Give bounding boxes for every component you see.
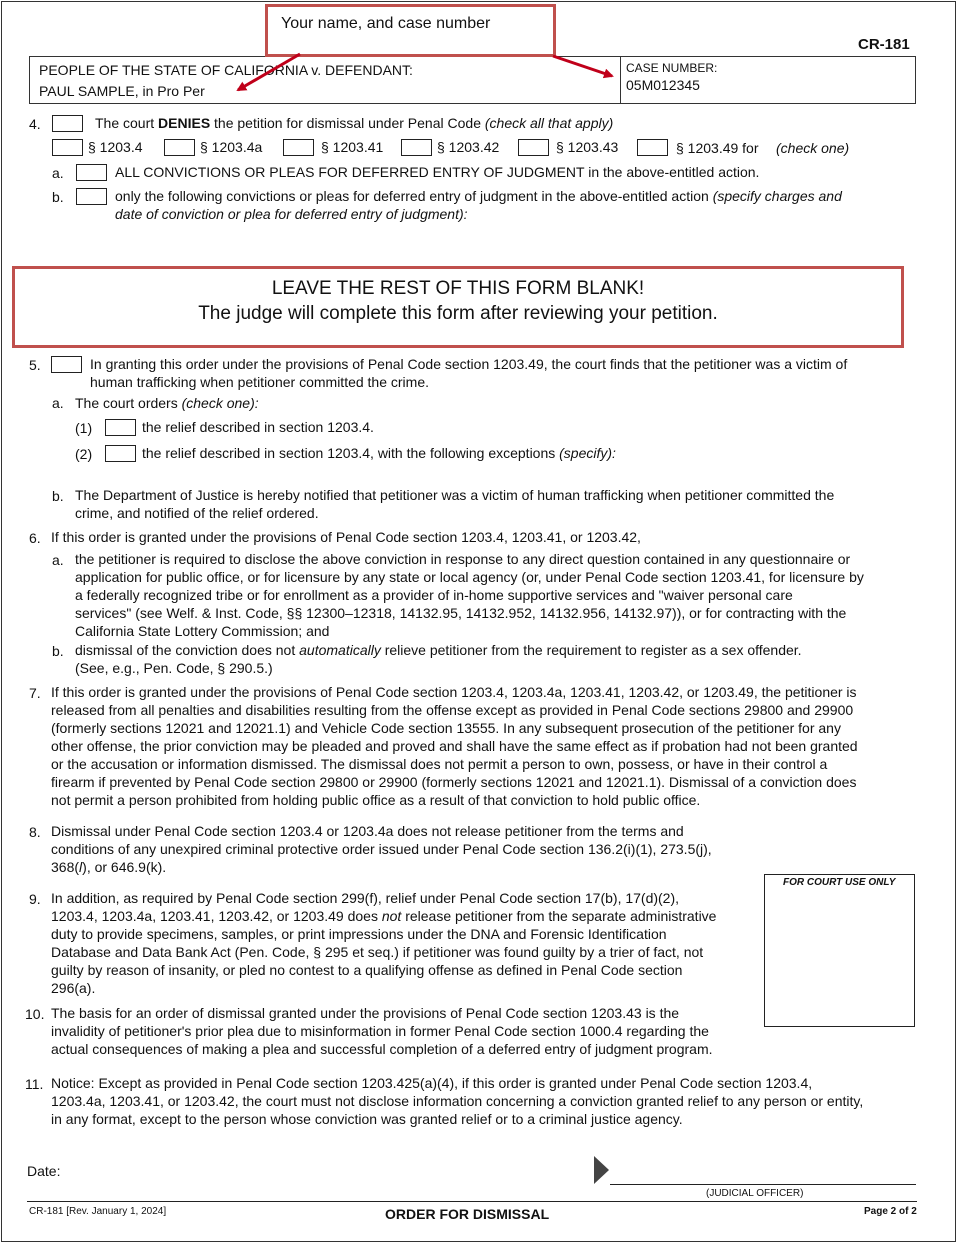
item5-opt2-label: (2) [75,446,93,462]
item11-text: Notice: Except as provided in Penal Code section 1203.425(a)(4), if this order is granted under Penal Code section 1203.4, 1203.4a, 1203.41, or 1203.42, the court must not disclose information concerning a conviction granted relief to any person or entity, in any format, except to the person whose conviction was granted relief or to a criminal justice agency. [51,1075,864,1127]
item9-number: 9. [29,891,41,907]
signature-arrow-icon [594,1156,610,1184]
option-1203-4-checkbox[interactable] [52,139,83,156]
callout-leave-blank [12,266,904,348]
item5-opt2-checkbox[interactable] [105,445,136,462]
case-number-value: 05M012345 [626,77,700,93]
item4-a-checkbox[interactable] [76,164,107,181]
item6-b-label: b. [52,643,64,659]
item4-a-text: ALL CONVICTIONS OR PLEAS FOR DEFERRED ENTRY OF JUDGMENT in the above-entitled action. [115,164,760,180]
item5-opt1-text: the relief described in section 1203.4. [142,419,374,435]
item6-number: 6. [29,530,41,546]
callout-leave-blank-line1: LEAVE THE REST OF THIS FORM BLANK! [271,278,645,299]
callout-name-case-text: Your name, and case number [281,15,491,32]
item8-text: Dismissal under Penal Code section 1203.4 or 1203.4a does not release petitioner from the terms and conditions of any unexpired criminal protective order issued under Penal Code section 136.2(i)(1), 273.5(j), 368(l), or 646.9(k). [51,823,712,875]
item5-text: In granting this order under the provisions of Penal Code section 1203.49, the court finds that the petitioner was a victim of human trafficking when petitioner committed the crime. [90,356,848,390]
item5-opt1-label: (1) [75,420,93,436]
item4-b-label: b. [52,189,64,205]
footer-page: Page 2 of 2 [864,1206,917,1217]
footer-rule [27,1201,917,1202]
item4-b-text: only the following convictions or pleas for deferred entry of judgment in the above-entitled action (specify charges and date of conviction or plea for deferred entry of judgment): [115,188,842,222]
footer-title: ORDER FOR DISMISSAL [385,1206,550,1222]
item5-opt2-text: the relief described in section 1203.4, with the following exceptions (specify): [142,445,616,461]
item8-number: 8. [29,824,41,840]
item5-opt1-checkbox[interactable] [105,419,136,436]
caption-party-line2: PAUL SAMPLE, in Pro Per [39,83,205,99]
item5-b-label: b. [52,488,64,504]
item5-checkbox[interactable] [51,356,82,373]
callout-leave-blank-line2: The judge will complete this form after reviewing your petition. [198,303,718,324]
item5-number: 5. [29,357,41,373]
item4-check-one: (check one) [776,140,850,156]
option-1203-49-checkbox[interactable] [637,139,668,156]
date-label: Date: [27,1163,61,1179]
item7-number: 7. [29,685,41,701]
item11-number: 11. [25,1076,44,1092]
item6-b-text: dismissal of the conviction does not automatically relieve petitioner from the requirement to register as a sex offender. (See, e.g., Pen. Code, § 290.5.) [75,642,802,676]
option-1203-4a-label: § 1203.4a [200,139,263,155]
option-1203-41-label: § 1203.41 [321,139,384,155]
judicial-officer-label: (JUDICIAL OFFICER) [706,1188,804,1199]
item9-text: In addition, as required by Penal Code section 299(f), relief under Penal Code section 17(b), 17(d)(2), 1203.4, 1203.4a, 1203.41, 1203.42, or 1203.49 does not release petitioner from the separate administrative duty to provide specimens, samples, or print impressions under the DNA and Forensic Identification Database and Data Bank Act (Pen. Code, § 295 et seq.) if petitioner was found guilty by a trier of fact, not guilty by reason of insanity, or pled no contest to a qualifying offense as defined in Penal Code section 296(a). [51,890,717,996]
option-1203-49-label: § 1203.49 for [676,140,759,156]
callout-arrows [0,0,957,120]
option-1203-4a-checkbox[interactable] [164,139,195,156]
item4-a-label: a. [52,165,64,181]
item5-a-label: a. [52,395,64,411]
item4-checkbox[interactable] [52,115,83,132]
option-1203-4-label: § 1203.4 [88,139,143,155]
option-1203-42-checkbox[interactable] [401,139,432,156]
caption-party-line1: PEOPLE OF THE STATE OF CALIFORNIA v. DEFENDANT: [39,62,413,78]
court-use-box [764,874,915,1027]
item6-a-text: the petitioner is required to disclose the above conviction in response to any direct question contained in any questionnaire or application for public office, or for licensure by any state or local agency (or, under Penal Code section 1203.41, for licensure by a federally recognized tribe or for enrollment as a provider of in-home supportive services and "waiver personal care services" (see Welf. & Inst. Code, §§ 12300–12318, 14132.95, 14132.952, 14132.956, 14132.97)), or for contracting with the California State Lottery Commission; and [75,551,864,639]
item10-text: The basis for an order of dismissal granted under the provisions of Penal Code section 1203.43 is the invalidity of petitioner's prior plea due to misinformation in former Penal Code section 1000.4 regarding the actual consequences of making a plea and successful completion of a deferred entry of judgment program. [51,1005,713,1057]
footer-form-rev: CR-181 [Rev. January 1, 2024] [29,1206,167,1217]
arrow-to-case-number [553,56,612,76]
item10-number: 10. [25,1006,45,1022]
item4-number: 4. [29,116,41,132]
item4-b-checkbox[interactable] [76,188,107,205]
item6-a-label: a. [52,552,64,568]
court-use-label: FOR COURT USE ONLY [783,877,896,888]
item7-text: If this order is granted under the provisions of Penal Code section 1203.4, 1203.4a, 1203.41, 1203.42, or 1203.49, the petitioner is released from all penalties and disabilities resulting from the offense except as provided in Penal Code sections 29800 and 29900 (formerly sections 12021 and 12021.1) and Vehicle Code section 13555. In any subsequent prosecution of the petitioner for any other offense, the prior conviction may be pleaded and proved and shall have the same effect as if probation had not been granted or the accusation or information dismissed. The dismissal does not permit a person to own, possess, or have in their control a firearm if prevented by Penal Code section 29800 or 29900 (formerly sections 12021 and 12021.1). Dismissal of a conviction does not permit a person prohibited from holding public office as a result of that conviction to hold public office. [51,684,858,808]
option-1203-41-checkbox[interactable] [283,139,314,156]
option-1203-42-label: § 1203.42 [437,139,500,155]
form-id: CR-181 [858,36,910,53]
arrow-to-name [238,54,300,90]
signature-line[interactable] [610,1184,916,1185]
option-1203-43-checkbox[interactable] [518,139,549,156]
item4-text: The court DENIES the petition for dismissal under Penal Code (check all that apply) [95,115,614,131]
item6-intro: If this order is granted under the provisions of Penal Code section 1203.4, 1203.41, or 1203.42, [51,529,641,545]
item5-a-text: The court orders (check one): [75,395,259,411]
case-number-label: CASE NUMBER: [626,61,718,75]
item5-b-text: The Department of Justice is hereby notified that petitioner was a victim of human trafficking when petitioner committed the crime, and notified of the relief ordered. [75,487,835,521]
option-1203-43-label: § 1203.43 [556,139,619,155]
